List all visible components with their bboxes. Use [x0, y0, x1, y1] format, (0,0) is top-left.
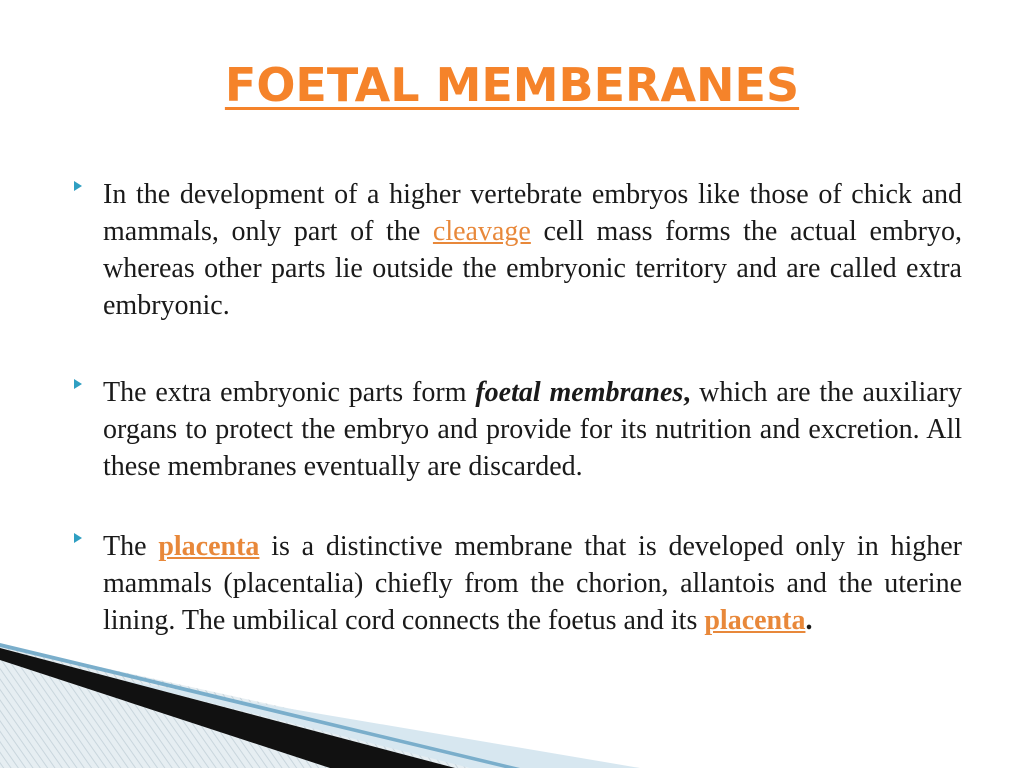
- bullet-item-1: In the development of a higher vertebrate embryos like those of chick and mammals, only part of the cleavage cell mass forms the actual embryo, whereas other parts lie outside the embryonic territory and are called extra embryonic.: [103, 176, 962, 324]
- foetal-membranes-term: foetal membranes: [475, 377, 684, 408]
- placenta-link-2[interactable]: placenta: [704, 605, 806, 636]
- cleavage-link[interactable]: cleavage: [432, 216, 531, 247]
- slide-title-text: FOETAL MEMBERANES: [224, 58, 800, 112]
- placenta-link-1[interactable]: placenta: [158, 531, 260, 562]
- bullet-item-2: The extra embryonic parts form foetal membranes, which are the auxiliary organs to protect the embryo and provide for its nutrition and excretion. All these membranes eventually are discarded.: [103, 374, 962, 485]
- bullet-item-3: The placenta is a distinctive membrane that is developed only in higher mammals (placentalia) chiefly from the chorion, allantois and the uterine lining. The umbilical cord connects the foetus and its placenta.: [103, 528, 962, 639]
